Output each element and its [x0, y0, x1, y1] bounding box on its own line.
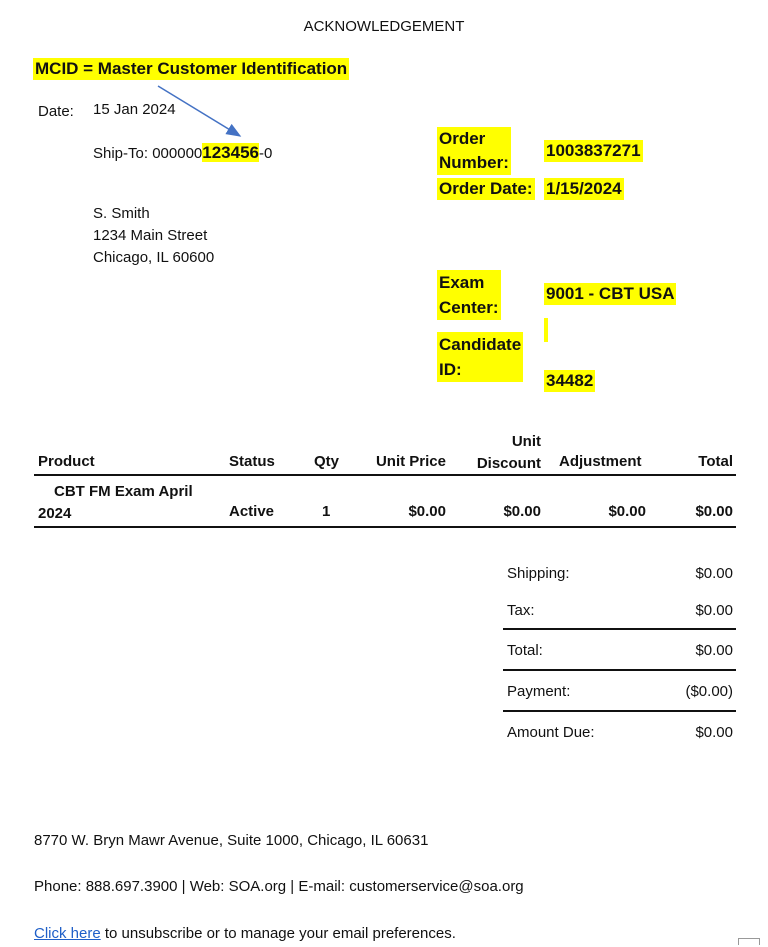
unsubscribe-text: to unsubscribe or to manage your email preferences. — [100, 925, 456, 942]
table-header-rule — [34, 474, 736, 476]
product-name-line1: CBT FM Exam April — [54, 483, 193, 500]
summary-rule-3 — [503, 710, 736, 712]
order-number-value: 1003837271 — [546, 141, 641, 160]
order-number-label — [437, 127, 511, 175]
candidate-id-label-line1: Candidate — [439, 335, 522, 354]
summary-amount-due-label: Amount Due: — [507, 724, 595, 741]
summary-rule-2 — [503, 669, 736, 671]
summary-total-value: $0.00 — [695, 642, 733, 659]
col-header-qty: Qty — [314, 453, 340, 470]
candidate-id-value: 34482 — [546, 371, 594, 390]
ship-to-label: Ship-To: — [93, 145, 153, 162]
order-date-label: Order Date: — [439, 179, 533, 198]
exam-center-label-line1: Exam — [439, 273, 485, 292]
product-name-line2: 2024 — [38, 505, 72, 522]
exam-center-label — [437, 270, 501, 320]
col-header-adjustment: Adjustment — [559, 453, 642, 470]
ship-to — [93, 143, 272, 163]
address-name: S. Smith — [93, 205, 150, 222]
highlight-marker — [544, 318, 548, 342]
mcid-note: MCID = Master Customer Identification — [35, 59, 348, 78]
order-number-label-line2: Number: — [439, 153, 509, 172]
table-bottom-rule — [34, 526, 736, 528]
order-number-label-line1: Order — [439, 129, 486, 148]
table-row-qty: 1 — [322, 503, 331, 520]
date-value: 15 Jan 2024 — [93, 101, 176, 118]
ship-to-prefix: 000000 — [152, 145, 203, 162]
summary-rule-1 — [503, 628, 736, 630]
table-row-product — [38, 481, 193, 525]
summary-tax-value: $0.00 — [695, 602, 733, 619]
address-city: Chicago, IL 60600 — [93, 249, 215, 266]
table-row-adjustment: $0.00 — [608, 503, 646, 520]
col-header-total: Total — [698, 453, 733, 470]
summary-payment-value: ($0.00) — [685, 683, 733, 700]
summary-shipping-label: Shipping: — [507, 565, 570, 582]
candidate-id-label — [437, 332, 523, 382]
page-corner-mark — [738, 938, 760, 945]
summary-amount-due-value: $0.00 — [695, 724, 733, 741]
summary-shipping-value: $0.00 — [695, 565, 733, 582]
col-header-status: Status — [229, 453, 275, 470]
summary-payment-label: Payment: — [507, 683, 571, 700]
col-header-unit-discount-line2: Discount — [476, 455, 541, 472]
footer-contact: Phone: 888.697.3900 | Web: SOA.org | E-mail: customerservice@soa.org — [34, 878, 524, 895]
summary-tax-label: Tax: — [507, 602, 535, 619]
summary-total-label: Total: — [507, 642, 543, 659]
page-title: ACKNOWLEDGEMENT — [303, 18, 465, 35]
unsubscribe-link[interactable]: Click here — [34, 925, 101, 942]
address-street: 1234 Main Street — [93, 227, 208, 244]
exam-center-label-line2: Center: — [439, 298, 499, 317]
ship-address — [93, 203, 214, 269]
col-header-unit-discount-line1: Unit — [511, 433, 541, 450]
footer-address: 8770 W. Bryn Mawr Avenue, Suite 1000, Chicago, IL 60631 — [34, 832, 429, 849]
ship-to-mcid: 123456 — [202, 143, 259, 162]
candidate-id-label-line2: ID: — [439, 360, 462, 379]
col-header-unit-price: Unit Price — [375, 453, 446, 470]
table-row-unit-price: $0.00 — [408, 503, 446, 520]
table-row-total: $0.00 — [695, 503, 733, 520]
table-row-status: Active — [229, 503, 275, 520]
ship-to-suffix: -0 — [259, 145, 273, 162]
col-header-product: Product — [38, 453, 95, 470]
date-label: Date: — [38, 103, 74, 120]
order-date-value: 1/15/2024 — [546, 179, 622, 198]
footer-unsubscribe — [34, 925, 456, 942]
exam-center-value: 9001 - CBT USA — [546, 284, 675, 303]
table-row-unit-discount: $0.00 — [503, 503, 541, 520]
col-header-unit-discount — [460, 431, 541, 475]
